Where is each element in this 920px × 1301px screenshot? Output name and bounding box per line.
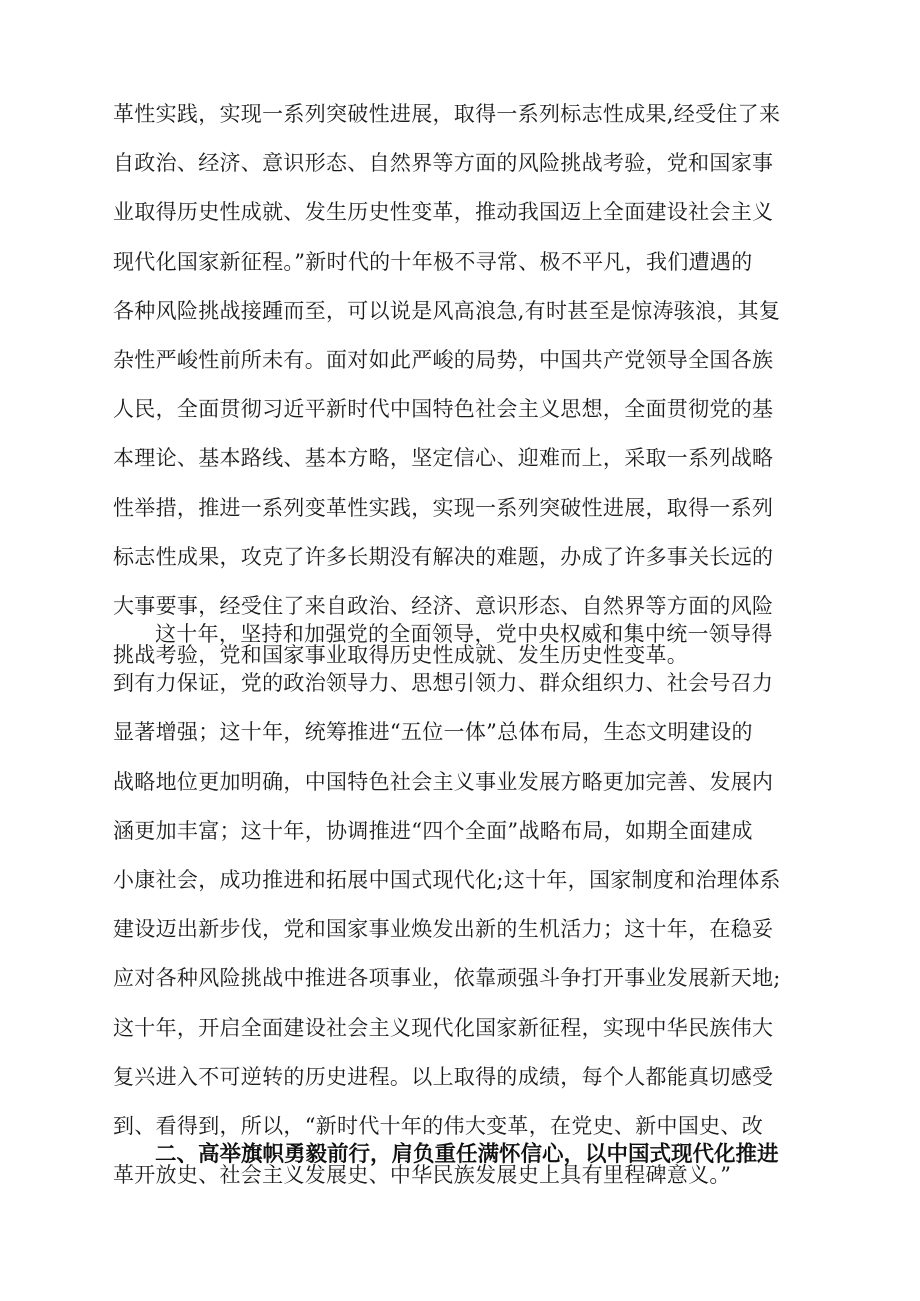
text-line: 战略地位更加明确，中国特色社会主义事业发展方略更加完善、发展内 xyxy=(113,769,774,794)
text-line: 应对各种风险挑战中推进各项事业，依靠顽强斗争打开事业发展新天地; xyxy=(113,966,781,991)
paragraph-2 xyxy=(113,610,831,1200)
text-line: 杂性严峻性前所未有。面对如此严峻的局势，中国共产党领导全国各族 xyxy=(113,347,774,372)
text-line: 业取得历史性成就、发生历史性变革，推动我国迈上全面建设社会主义 xyxy=(113,200,774,225)
text-line: 自政治、经济、意识形态、自然界等方面的风险挑战考验，党和国家事 xyxy=(113,151,774,176)
text-line: 性举措，推进一系列变革性实践，实现一系列突破性进展，取得一系列 xyxy=(113,495,774,520)
section-heading: 二、高举旗帜勇毅前行，肩负重任满怀信心，以中国式现代化推进 xyxy=(155,1142,779,1167)
paragraph-1 xyxy=(113,90,831,680)
text-line: 建设迈出新步伐，党和国家事业焕发出新的生机活力；这十年，在稳妥 xyxy=(113,917,774,942)
text-line: 挑战考验，党和国家事业取得历史性成就、发生历史性变革。 xyxy=(113,643,689,668)
text-line: 涵更加丰富；这十年，协调推进“四个全面”战略布局，如期全面建成 xyxy=(113,818,753,843)
text-line: 到、看得到，所以，“新时代十年的伟大变革，在党史、新中国史、改 xyxy=(113,1113,764,1138)
text-line: 这十年，开启全面建设社会主义现代化国家新征程，实现中华民族伟大 xyxy=(113,1015,774,1040)
text-line: 革开放史、社会主义发展史、中华民族发展史上具有里程碑意义。” xyxy=(113,1163,732,1188)
text-line: 标志性成果，攻克了许多长期没有解决的难题，办成了许多事关长远的 xyxy=(113,544,774,569)
text-line: 革性实践，实现一系列突破性进展，取得一系列标志性成果,经受住了来 xyxy=(113,102,781,126)
text-line: 人民，全面贯彻习近平新时代中国特色社会主义思想，全面贯彻党的基 xyxy=(113,397,774,422)
text-line: 现代化国家新征程。”新时代的十年极不寻常、极不平凡，我们遭遇的 xyxy=(113,249,753,274)
text-line: 显著增强；这十年，统筹推进“五位一体”总体布局，生态文明建设的 xyxy=(113,720,753,745)
text-line: 各种风险挑战接踵而至，可以说是风高浪急,有时甚至是惊涛骇浪，其复 xyxy=(113,298,781,323)
text-line: 到有力保证，党的政治领导力、思想引领力、群众组织力、社会号召力 xyxy=(113,671,774,696)
text-line: 本理论、基本路线、基本方略，坚定信心、迎难而上，采取一系列战略 xyxy=(113,446,774,471)
text-line: 复兴进入不可逆转的历史进程。以上取得的成绩，每个人都能真切感受 xyxy=(113,1064,774,1089)
text-line: 这十年，坚持和加强党的全面领导，党中央权威和集中统一领导得 xyxy=(155,622,773,646)
text-line: 小康社会，成功推进和拓展中国式现代化;这十年，国家制度和治理体系 xyxy=(113,867,781,892)
text-line: 大事要事，经受住了来自政治、经济、意识形态、自然界等方面的风险 xyxy=(113,593,774,618)
